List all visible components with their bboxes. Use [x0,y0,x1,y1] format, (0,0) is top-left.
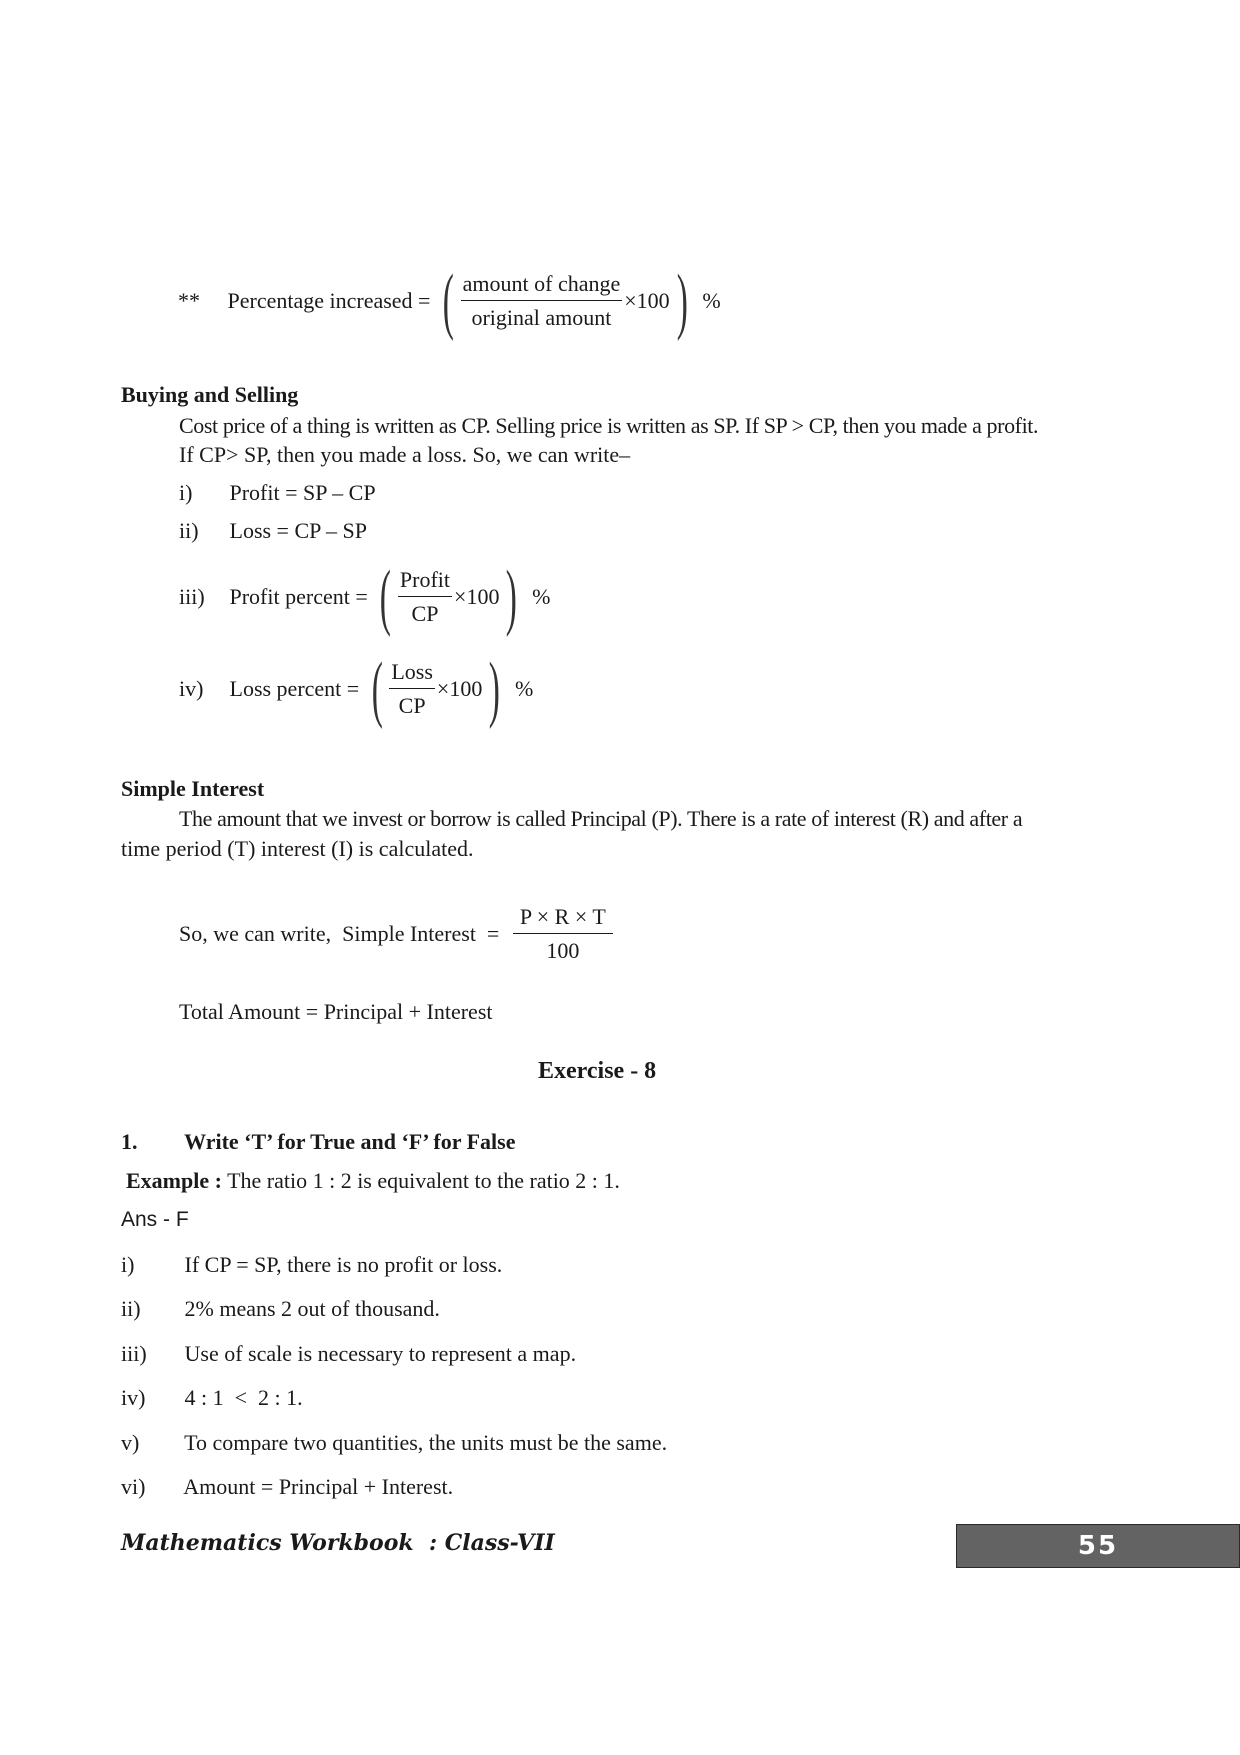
item-number: v) [121,1430,140,1455]
left-paren: ( [380,556,392,638]
paragraph-line: If CP> SP, then you made a loss. So, we can write– [179,442,631,467]
total-amount-formula: Total Amount = Principal + Interest [179,999,493,1024]
right-paren: ) [489,648,501,730]
loss-percent-formula [179,648,534,730]
profit-percent-formula [179,556,551,638]
numerator: P × R × T [513,904,613,934]
simple-interest-formula [179,904,613,964]
exercise-item [121,1341,576,1367]
times-100: ×100 [436,676,483,701]
fraction [398,567,452,627]
exercise-item [121,1252,502,1278]
paragraph-line: time period (T) interest (I) is calculated. [121,836,474,861]
denominator: 100 [546,938,580,963]
item-text: Profit = SP – CP [229,480,376,505]
example-text: The ratio 1 : 2 is equivalent to the ratio 2 : 1. [227,1168,620,1193]
example-label: Example : [126,1168,222,1193]
denominator: CP [398,693,426,718]
denominator: CP [411,601,439,626]
item-text: If CP = SP, there is no profit or loss. [184,1252,503,1277]
item-text: 2% means 2 out of thousand. [184,1296,440,1321]
question-text: Write ‘T’ for True and ‘F’ for False [184,1129,516,1154]
left-paren: ( [371,648,383,730]
item-number: i) [121,1252,135,1277]
formula-label: Loss percent = [229,676,360,701]
right-paren: ) [506,556,518,638]
numerator: Profit [398,567,452,597]
exercise-item [121,1385,303,1411]
paragraph-line: Cost price of a thing is written as CP. Selling price is written as SP. If SP > CP, then you made a profit. [179,413,1039,438]
left-paren: ( [442,260,454,342]
percent-sign: % [532,584,551,609]
question-number: 1. [121,1129,138,1154]
example-line [126,1168,620,1194]
exercise-item [121,1474,453,1500]
section-heading-simple-interest: Simple Interest [121,776,265,801]
times-100: ×100 [624,288,670,313]
formula-label: Profit percent = [229,584,368,609]
item-number: iv) [121,1385,146,1410]
numerator: amount of change [461,271,623,301]
formula-stars: ** [178,288,200,313]
list-item [179,480,376,506]
item-number: vi) [121,1474,146,1499]
exercise-item [121,1296,440,1322]
item-number: i) [179,480,193,505]
item-number: iii) [121,1341,147,1366]
fraction [461,271,623,331]
section-heading-buying-selling: Buying and Selling [121,382,299,407]
item-text: Loss = CP – SP [229,518,368,543]
right-paren: ) [676,260,688,342]
item-number: iv) [179,676,204,701]
footer-book-title: Mathematics Workbook : Class-VII [121,1530,555,1556]
numerator: Loss [389,659,435,689]
item-number: ii) [179,518,199,543]
percent-sign: % [515,676,534,701]
percentage-increase-formula [178,260,721,342]
exercise-item [121,1430,667,1456]
denominator: original amount [471,305,612,330]
item-number: ii) [121,1296,141,1321]
item-text: 4 : 1 < 2 : 1. [184,1385,303,1410]
item-number: iii) [179,584,205,609]
answer-line: Ans - F [121,1208,189,1231]
paragraph-line: The amount that we invest or borrow is called Principal (P). There is a rate of interest (R) and after a [179,806,1023,831]
formula-label: Percentage increased = [227,288,431,313]
item-text: To compare two quantities, the units must be the same. [184,1430,668,1455]
item-text: Amount = Principal + Interest. [183,1474,454,1499]
list-item [179,518,367,544]
item-text: Use of scale is necessary to represent a map. [184,1341,577,1366]
exercise-title: Exercise - 8 [538,1058,657,1084]
page-number-box [956,1524,1240,1568]
page-number: 55 [1077,1531,1119,1561]
times-100: ×100 [454,584,500,609]
fraction [513,904,613,964]
percent-sign: % [702,288,721,313]
formula-label: So, we can write, Simple Interest = [179,921,500,946]
fraction [389,659,435,719]
question-heading [121,1129,515,1155]
